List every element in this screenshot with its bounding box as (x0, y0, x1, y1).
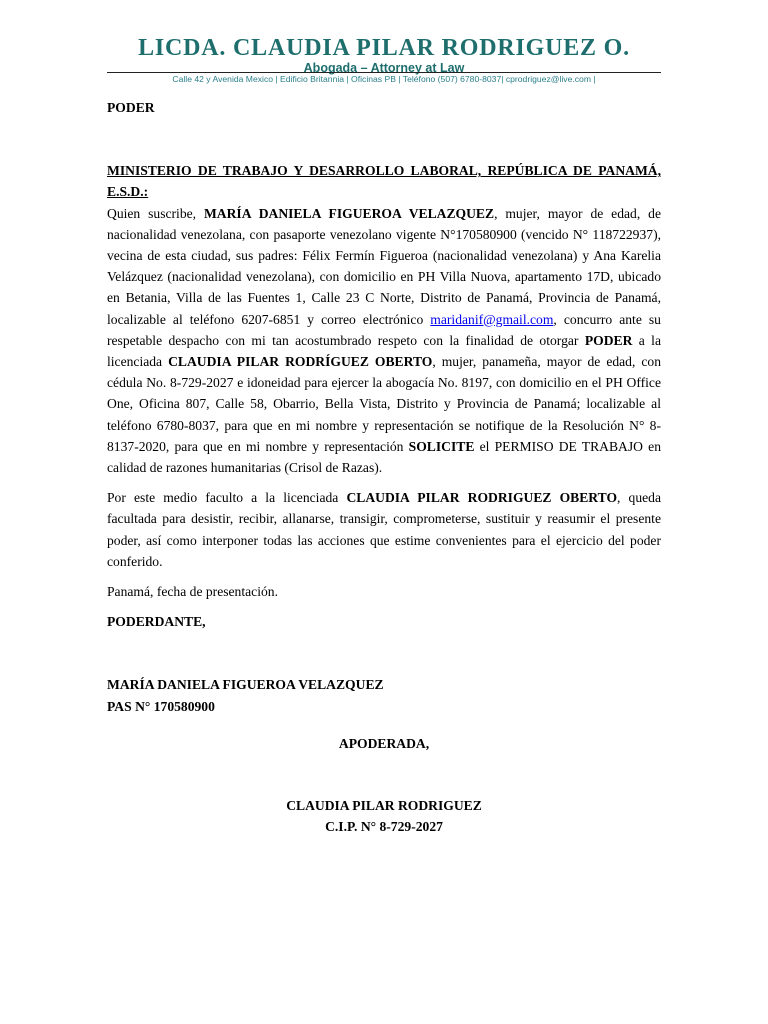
poderdante-label: PODERDANTE, (107, 614, 206, 630)
document-title: PODER (107, 100, 155, 115)
letterhead (0, 34, 768, 75)
letterhead-name: LICDA. CLAUDIA PILAR RODRIGUEZ O. (138, 35, 630, 61)
lawyer-name: CLAUDIA PILAR RODRÍGUEZ OBERTO (168, 354, 433, 370)
letterhead-divider (107, 72, 661, 73)
attorney-name: CLAUDIA PILAR RODRIGUEZ (286, 798, 482, 814)
place-date: Panamá, fecha de presentación. (107, 584, 278, 600)
letterhead-address: Calle 42 y Avenida Mexico | Edificio Britannia | Oficinas PB | Teléfono (507) 6780-8037| cprodriguez@live.com | (172, 74, 596, 84)
signer-name: MARÍA DANIELA FIGUEROA VELAZQUEZ (107, 677, 384, 693)
email-link[interactable]: maridanif@gmail.com (430, 311, 554, 327)
document-body (107, 97, 661, 837)
addressee: MINISTERIO DE TRABAJO Y DESARROLLO LABORAL, REPÚBLICA DE PANAMÁ, E.S.D.: (107, 163, 661, 200)
paragraph-main: Quien suscribe, MARÍA DANIELA FIGUEROA VELAZQUEZ, mujer, mayor de edad, de nacionalidad venezolana, con pasaporte venezolano vigente N°170580900 (vencido N° 118722937), vecina de esta ciudad, sus padres: Félix Fermín Figueroa (nacionalidad venezolana) y Ana Karelia Velázquez (nacionalidad venezolana), con domicilio en PH Villa Nuova, apartamento 17D, ubicado en Betania, Villa de las Fuentes 1, Calle 23 C Norte, Distrito de Panamá, Provincia de Panamá, localizable al teléfono 6207-6851 y correo electrónico maridanif@gmail.com, concurro ante su respetable despacho con mi tan acostumbrado respeto con la finalidad de otorgar PODER a la licenciada CLAUDIA PILAR RODRÍGUEZ OBERTO, mujer, panameña, mayor de edad, con cédula No. 8-729-2027 e idoneidad para ejercer la abogacía No. 8197, con domicilio en el PH Office One, Oficina 807, Calle 58, Obarrio, Bella Vista, Distrito y Provincia de Panamá; localizable al teléfono 6780-8037, para que en mi nombre y representación se notifique de la Resolución N° 8-8137-2020, para que en mi nombre y representación SOLICITE el PERMISO DE TRABAJO en calidad de razones humanitarias (Crisol de Razas). (107, 205, 661, 476)
signer-passport: PAS N° 170580900 (107, 698, 215, 714)
letterhead-subtitle: Abogada – Attorney at Law (303, 61, 465, 75)
attorney-cip: C.I.P. N° 8-729-2027 (325, 819, 443, 835)
client-name: MARÍA DANIELA FIGUEROA VELAZQUEZ (203, 205, 495, 221)
apoderada-label: APODERADA, (338, 735, 430, 751)
paragraph-faculties: Por este medio faculto a la licenciada CLAUDIA PILAR RODRIGUEZ OBERTO, queda facultada para desistir, recibir, allanarse, transigir, comprometerse, sustituir y reasumir el presente poder, así como interponer todas las acciones que estime convenientes para el ejercicio del poder conferido. (107, 490, 661, 569)
